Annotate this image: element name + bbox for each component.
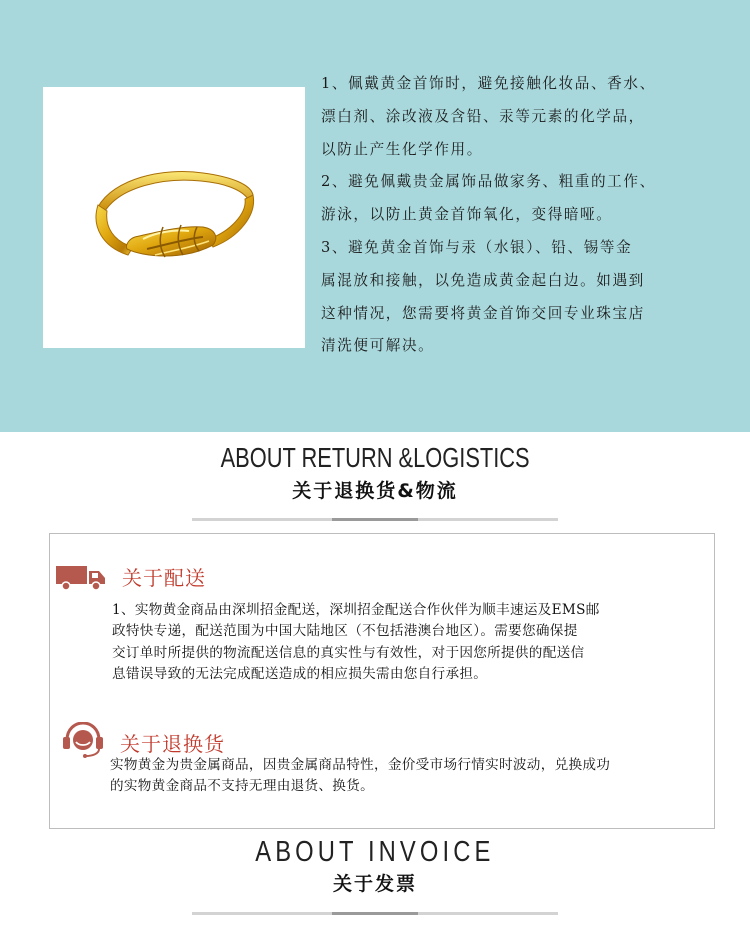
delivery-line: 1、实物黄金商品由深圳招金配送，深圳招金配送合作伙伴为顺丰速运及EMS邮 (112, 602, 600, 618)
delivery-line: 交订单时所提供的物流配送信息的真实性与有效性，对于因您所提供的配送信 (112, 644, 585, 661)
care-line: 属混放和接触，以免造成黄金起白边。如遇到 (321, 271, 645, 289)
gold-ring-illustration (43, 87, 305, 348)
truck-icon (56, 564, 106, 592)
invoice-heading (0, 836, 750, 896)
returns-text (110, 755, 714, 798)
customer-service-icon (62, 722, 104, 758)
return-logistics-heading (0, 442, 750, 503)
ring-image (43, 87, 305, 348)
section-divider (192, 518, 558, 521)
returns-line: 的实物黄金商品不支持无理由退货、换货。 (110, 778, 374, 795)
info-box (49, 533, 715, 829)
care-line: 以防止产生化学作用。 (321, 140, 483, 158)
delivery-text (112, 600, 712, 685)
divider-accent (332, 518, 418, 521)
returns-line: 实物黄金为贵金属商品，因贵金属商品特性，金价受市场行情实时波动，兑换成功 (110, 757, 611, 773)
delivery-line: 息错误导致的无法完成配送造成的相应损失需由您自行承担。 (112, 665, 488, 682)
care-line: 这种情况，您需要将黄金首饰交回专业珠宝店 (321, 304, 645, 322)
care-line: 漂白剂、涂改液及含铅、汞等元素的化学品， (321, 107, 645, 125)
invoice-divider (192, 912, 558, 915)
care-line: 3、避免黄金首饰与汞（水银）、铅、锡等金 (321, 238, 633, 256)
return-heading-zh: 关于退换货&物流 (292, 480, 458, 502)
return-heading-en: ABOUT RETURN &LOGISTICS (220, 442, 530, 473)
invoice-heading-en: ABOUT INVOICE (255, 836, 495, 868)
care-line: 清洗便可解决。 (321, 337, 435, 355)
invoice-heading-zh: 关于发票 (332, 873, 417, 895)
care-section (0, 0, 750, 432)
care-line: 1、佩戴黄金首饰时，避免接触化妆品、香水、 (321, 75, 656, 92)
care-instructions (321, 68, 731, 363)
care-line: 游泳，以防止黄金首饰氧化，变得暗哑。 (321, 206, 613, 224)
care-line: 2、避免佩戴贵金属饰品做家务、粗重的工作、 (321, 173, 656, 191)
returns-title: 关于退换货 (120, 732, 225, 756)
delivery-title: 关于配送 (122, 566, 206, 590)
delivery-line: 政特快专递，配送范围为中国大陆地区（不包括港澳台地区）。需要您确保提 (112, 623, 578, 640)
divider-accent (332, 912, 418, 915)
